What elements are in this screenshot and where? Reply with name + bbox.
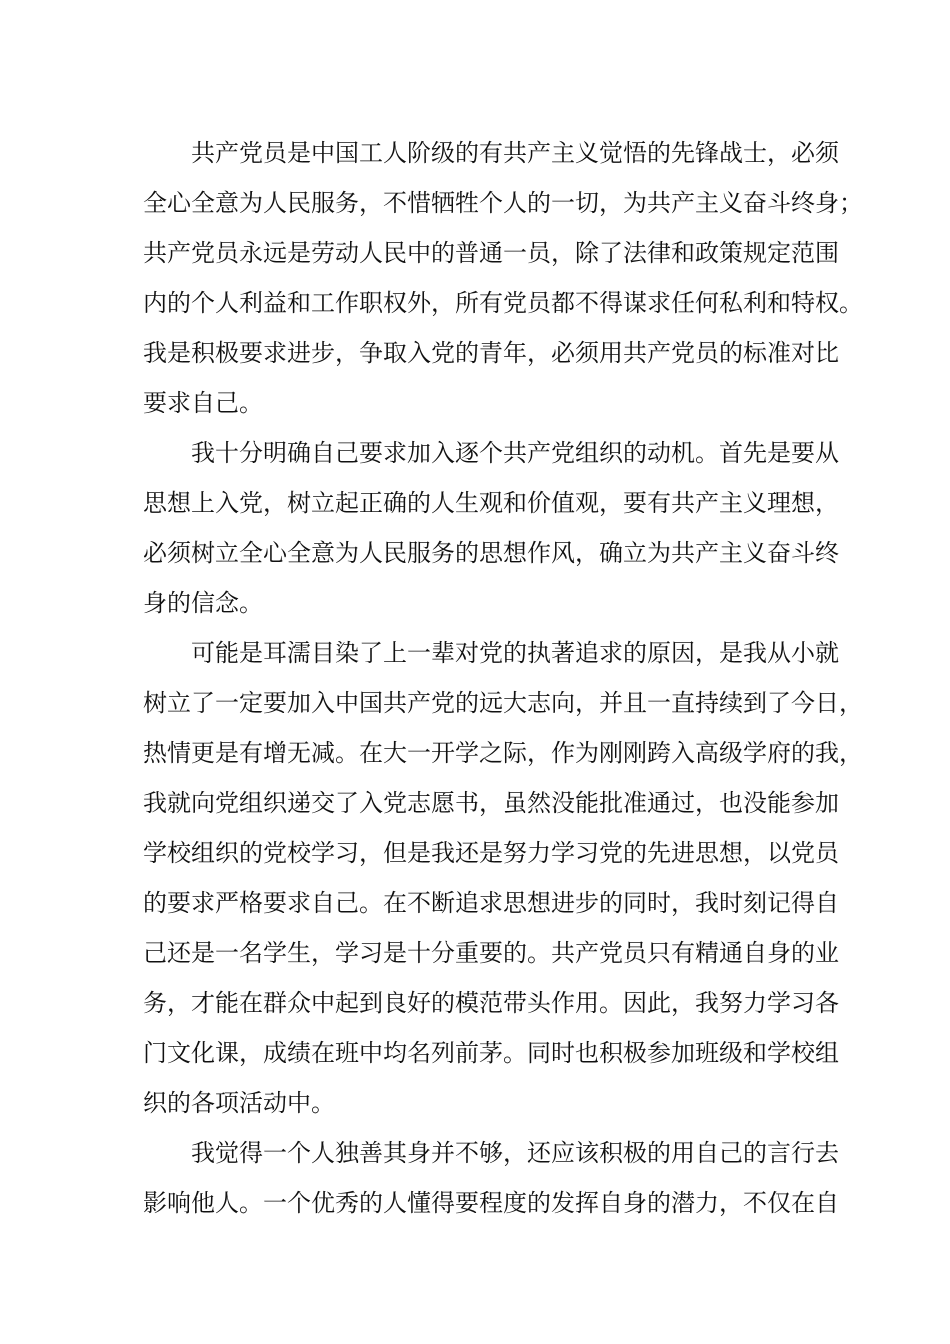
text-line: 内的个人利益和工作职权外，所有党员都不得谋求任何私利和特权。 (143, 289, 863, 317)
text-line: 己还是一名学生，学习是十分重要的。共产党员只有精通自身的业 (143, 939, 839, 967)
text-line: 思想上入党，树立起正确的人生观和价值观，要有共产主义理想， (143, 489, 839, 517)
text-line: 共产党员是中国工人阶级的有共产主义觉悟的先锋战士，必须 (191, 139, 839, 167)
text-line: 可能是耳濡目染了上一辈对党的执著追求的原因，是我从小就 (191, 639, 839, 667)
text-line: 热情更是有增无减。在大一开学之际，作为刚刚跨入高级学府的我， (143, 739, 863, 767)
text-line: 织的各项活动中。 (143, 1089, 335, 1117)
text-line: 影响他人。一个优秀的人懂得要程度的发挥自身的潜力，不仅在自 (143, 1189, 839, 1217)
text-line: 要求自己。 (143, 389, 263, 417)
text-line: 必须树立全心全意为人民服务的思想作风，确立为共产主义奋斗终 (143, 539, 839, 567)
text-line: 学校组织的党校学习，但是我还是努力学习党的先进思想，以党员 (143, 839, 839, 867)
document-body (143, 128, 863, 1228)
text-line: 我就向党组织递交了入党志愿书，虽然没能批准通过，也没能参加 (143, 789, 839, 817)
text-line: 务，才能在群众中起到良好的模范带头作用。因此，我努力学习各 (143, 989, 839, 1017)
paragraph-1 (143, 128, 863, 428)
text-line: 共产党员永远是劳动人民中的普通一员，除了法律和政策规定范围 (143, 239, 839, 267)
text-line: 我觉得一个人独善其身并不够，还应该积极的用自己的言行去 (191, 1139, 839, 1167)
text-line: 全心全意为人民服务，不惜牺牲个人的一切，为共产主义奋斗终身； (143, 189, 863, 217)
text-line: 的要求严格要求自己。在不断追求思想进步的同时，我时刻记得自 (143, 889, 839, 917)
paragraph-4 (143, 1128, 839, 1228)
text-line: 门文化课，成绩在班中均名列前茅。同时也积极参加班级和学校组 (143, 1039, 839, 1067)
text-line: 身的信念。 (143, 589, 263, 617)
text-line: 我十分明确自己要求加入逐个共产党组织的动机。首先是要从 (191, 439, 839, 467)
paragraph-2 (143, 428, 839, 628)
text-line: 我是积极要求进步，争取入党的青年，必须用共产党员的标准对比 (143, 339, 839, 367)
text-line: 树立了一定要加入中国共产党的远大志向，并且一直持续到了今日， (143, 689, 863, 717)
paragraph-3 (143, 628, 863, 1128)
